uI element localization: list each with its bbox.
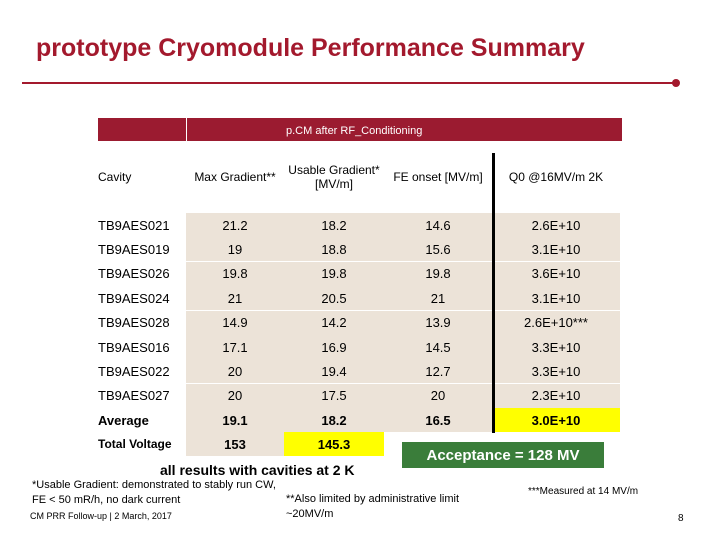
- cell-fe-onset: 20: [384, 384, 492, 408]
- column-header-fe-onset: FE onset [MV/m]: [393, 169, 483, 184]
- cell-cavity: TB9AES021: [98, 213, 186, 237]
- cell-cavity: TB9AES028: [98, 311, 186, 335]
- table-row: [98, 384, 622, 408]
- cell-max-gradient: 21: [186, 286, 284, 310]
- cell-max-gradient: 21.2: [186, 213, 284, 237]
- table-row: [98, 237, 622, 261]
- cell-max-gradient: 14.9: [186, 311, 284, 335]
- column-header-usable-gradient: Usable Gradient* [MV/m]: [288, 162, 380, 191]
- cell-q0: 2.6E+10: [492, 213, 620, 237]
- cell-usable-gradient: 16.9: [284, 335, 384, 359]
- cell-fe-onset: 13.9: [384, 311, 492, 335]
- average-q0: 3.0E+10: [492, 408, 620, 432]
- cell-q0: 3.1E+10: [492, 286, 620, 310]
- cell-usable-gradient: 17.5: [284, 384, 384, 408]
- cell-fe-onset: 12.7: [384, 359, 492, 383]
- cell-max-gradient: 19.8: [186, 262, 284, 286]
- cell-fe-onset: 21: [384, 286, 492, 310]
- table-row: [98, 213, 622, 237]
- cell-q0: 2.3E+10: [492, 384, 620, 408]
- table-group-header: [98, 118, 622, 141]
- title-divider: [22, 82, 676, 84]
- column-header-cavity: Cavity: [98, 169, 132, 184]
- header-blank-cell: [98, 118, 187, 141]
- cell-max-gradient: 20: [186, 384, 284, 408]
- cell-max-gradient: 19: [186, 237, 284, 261]
- cell-usable-gradient: 18.2: [284, 213, 384, 237]
- average-max-gradient: 19.1: [186, 408, 284, 432]
- cell-q0: 3.6E+10: [492, 262, 620, 286]
- column-header-max-gradient: Max Gradient**: [194, 169, 276, 184]
- average-fe-onset: 16.5: [384, 408, 492, 432]
- slide-footer: CM PRR Follow-up | 2 March, 2017: [30, 511, 172, 521]
- cell-cavity: TB9AES027: [98, 384, 186, 408]
- cell-q0: 3.3E+10: [492, 335, 620, 359]
- cell-q0: 2.6E+10***: [492, 311, 620, 335]
- cell-q0: 3.1E+10: [492, 237, 620, 261]
- footnote-admin-limit: **Also limited by administrative limit ~20MV/m: [286, 493, 459, 520]
- total-voltage-label: Total Voltage: [98, 432, 186, 456]
- table-separator-line: [492, 153, 495, 433]
- table-row: [98, 335, 622, 359]
- cell-usable-gradient: 20.5: [284, 286, 384, 310]
- table-row: [98, 359, 622, 383]
- column-header-q0: Q0 @16MV/m 2K: [508, 169, 604, 184]
- cell-max-gradient: 17.1: [186, 335, 284, 359]
- cell-usable-gradient: 18.8: [284, 237, 384, 261]
- page-number: 8: [678, 513, 684, 524]
- cell-cavity: TB9AES016: [98, 335, 186, 359]
- results-note: all results with cavities at 2 K: [160, 462, 355, 478]
- cell-fe-onset: 19.8: [384, 262, 492, 286]
- cell-cavity: TB9AES019: [98, 237, 186, 261]
- table-column-header: [98, 142, 622, 211]
- cell-cavity: TB9AES022: [98, 359, 186, 383]
- table-row-average: [98, 408, 622, 432]
- acceptance-badge: Acceptance = 128 MV: [402, 442, 604, 468]
- table-row: [98, 286, 622, 310]
- cell-fe-onset: 15.6: [384, 237, 492, 261]
- total-voltage-max: 153: [186, 432, 284, 456]
- total-voltage-usable: 145.3: [284, 432, 384, 456]
- divider-dot: [672, 79, 680, 87]
- cell-q0: 3.3E+10: [492, 359, 620, 383]
- average-label: Average: [98, 408, 186, 432]
- footnote-measured: ***Measured at 14 MV/m: [528, 486, 639, 497]
- footnote-usable-gradient: *Usable Gradient: demonstrated to stably run CW, FE < 50 mR/h, no dark current: [32, 479, 276, 506]
- cell-fe-onset: 14.6: [384, 213, 492, 237]
- cell-usable-gradient: 19.4: [284, 359, 384, 383]
- cell-max-gradient: 20: [186, 359, 284, 383]
- cell-cavity: TB9AES024: [98, 286, 186, 310]
- cell-fe-onset: 14.5: [384, 335, 492, 359]
- slide-title: prototype Cryomodule Performance Summary: [36, 34, 585, 62]
- cell-cavity: TB9AES026: [98, 262, 186, 286]
- group-header-label: p.CM after RF_Conditioning: [286, 125, 423, 137]
- average-usable-gradient: 18.2: [284, 408, 384, 432]
- cell-usable-gradient: 19.8: [284, 262, 384, 286]
- table-row: [98, 262, 622, 286]
- cell-usable-gradient: 14.2: [284, 311, 384, 335]
- table-row: [98, 311, 622, 335]
